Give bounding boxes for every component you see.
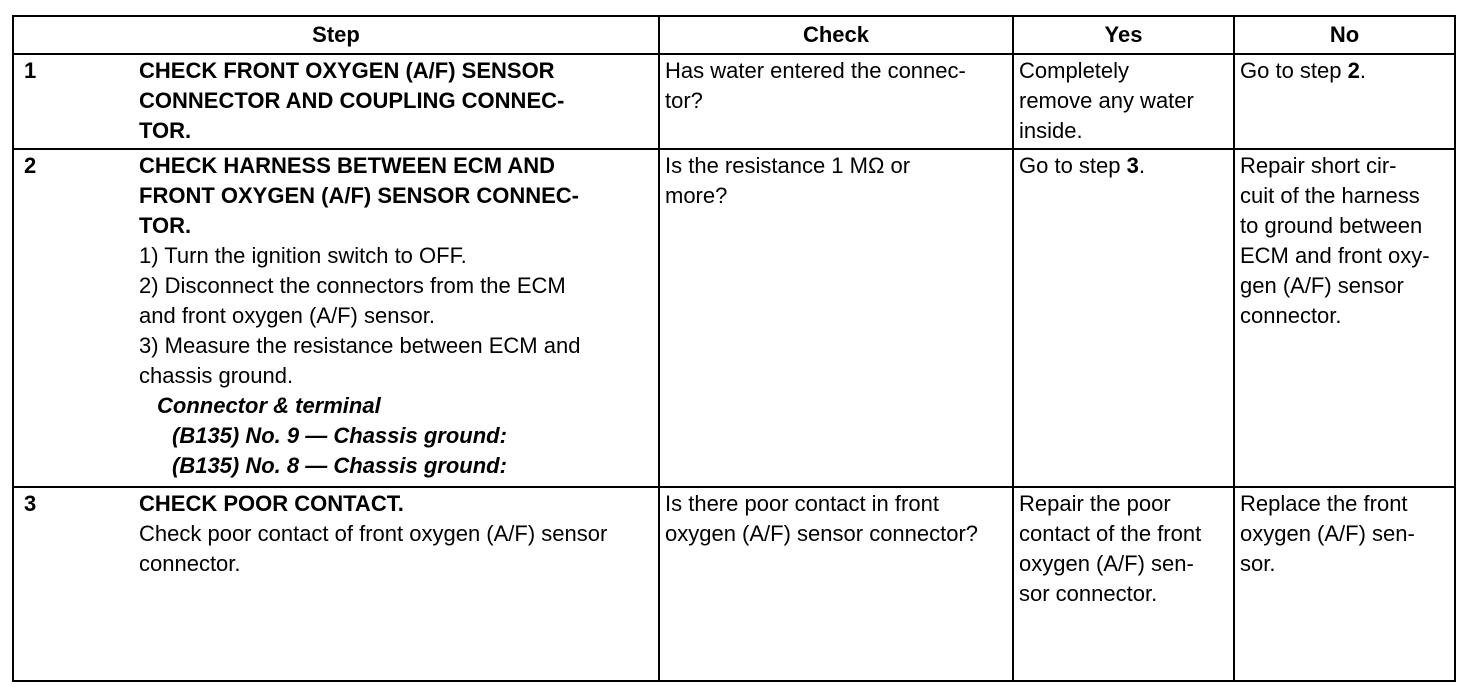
step-body xyxy=(139,489,654,579)
check-line: Has water entered the connec- xyxy=(665,58,966,83)
step-cell xyxy=(13,487,659,681)
step-number: 3 xyxy=(24,491,37,516)
yes-line: oxygen (A/F) sen- xyxy=(1019,551,1194,576)
no-text: Go to step xyxy=(1240,58,1348,83)
no-cell xyxy=(1234,54,1455,149)
no-cell xyxy=(1234,149,1455,487)
no-line: sor. xyxy=(1240,551,1276,576)
procedure-line: Check poor contact of front oxygen (A/F) sensor xyxy=(139,521,608,546)
no-text-end: . xyxy=(1359,58,1366,83)
check-cell xyxy=(659,487,1013,681)
check-cell xyxy=(659,149,1013,487)
no-line: ECM and front oxy- xyxy=(1240,243,1430,268)
yes-line: Completely xyxy=(1019,58,1130,83)
no-line: to ground between xyxy=(1240,213,1423,238)
check-line: Is there poor contact in front xyxy=(665,491,939,516)
step-title-line: FRONT OXYGEN (A/F) SENSOR CONNEC- xyxy=(139,183,580,208)
step-body xyxy=(139,151,654,481)
header-step: Step xyxy=(13,16,659,54)
diagnostic-table xyxy=(12,15,1456,682)
procedure-line: 1) Turn the ignition switch to OFF. xyxy=(139,243,467,268)
yes-text: Go to step xyxy=(1019,153,1127,178)
table-row xyxy=(13,487,1455,681)
step-title-line: TOR. xyxy=(139,118,192,143)
yes-line: remove any water xyxy=(1019,88,1194,113)
step-cell xyxy=(13,54,659,149)
yes-line: inside. xyxy=(1019,118,1083,143)
yes-line xyxy=(1019,151,1229,181)
no-line: Replace the front xyxy=(1240,491,1408,516)
no-step-ref: 2 xyxy=(1347,58,1360,83)
step-body xyxy=(139,56,654,146)
no-line: cuit of the harness xyxy=(1240,183,1420,208)
header-check: Check xyxy=(659,16,1013,54)
no-line: Repair short cir- xyxy=(1240,153,1397,178)
yes-line: Repair the poor xyxy=(1019,491,1171,516)
table-row xyxy=(13,54,1455,149)
table-row xyxy=(13,149,1455,487)
check-cell xyxy=(659,54,1013,149)
procedure-line: and front oxygen (A/F) sensor. xyxy=(139,303,435,328)
yes-text-end: . xyxy=(1138,153,1145,178)
procedure-line: chassis ground. xyxy=(139,363,294,388)
no-line: oxygen (A/F) sen- xyxy=(1240,521,1415,546)
procedure-line: connector. xyxy=(139,551,241,576)
step-number: 2 xyxy=(24,153,37,178)
no-line: connector. xyxy=(1240,303,1342,328)
check-line: tor? xyxy=(665,88,703,113)
yes-line: contact of the front xyxy=(1019,521,1202,546)
header-no: No xyxy=(1234,16,1455,54)
no-cell xyxy=(1234,487,1455,681)
procedure-line: 2) Disconnect the connectors from the ECM xyxy=(139,273,566,298)
step-title-line: CHECK POOR CONTACT. xyxy=(139,491,404,516)
step-title-line: CONNECTOR AND COUPLING CONNEC- xyxy=(139,88,565,113)
step-title-line: CHECK FRONT OXYGEN (A/F) SENSOR xyxy=(139,58,555,83)
terminal-line: (B135) No. 8 — Chassis ground: xyxy=(172,453,507,478)
yes-cell xyxy=(1013,149,1234,487)
yes-cell xyxy=(1013,54,1234,149)
check-line: more? xyxy=(665,183,728,208)
no-line xyxy=(1240,56,1450,86)
step-number: 1 xyxy=(24,58,37,83)
yes-cell xyxy=(1013,487,1234,681)
check-line: Is the resistance 1 MΩ or xyxy=(665,153,911,178)
step-title-line: CHECK HARNESS BETWEEN ECM AND xyxy=(139,153,555,178)
header-yes: Yes xyxy=(1013,16,1234,54)
connector-label: Connector & terminal xyxy=(157,393,381,418)
yes-line: sor connector. xyxy=(1019,581,1158,606)
step-cell xyxy=(13,149,659,487)
procedure-line: 3) Measure the resistance between ECM and xyxy=(139,333,581,358)
yes-step-ref: 3 xyxy=(1126,153,1139,178)
no-line: gen (A/F) sensor xyxy=(1240,273,1404,298)
terminal-line: (B135) No. 9 — Chassis ground: xyxy=(172,423,507,448)
step-title-line: TOR. xyxy=(139,213,192,238)
check-line: oxygen (A/F) sensor connector? xyxy=(665,521,979,546)
header-row xyxy=(13,16,1455,54)
